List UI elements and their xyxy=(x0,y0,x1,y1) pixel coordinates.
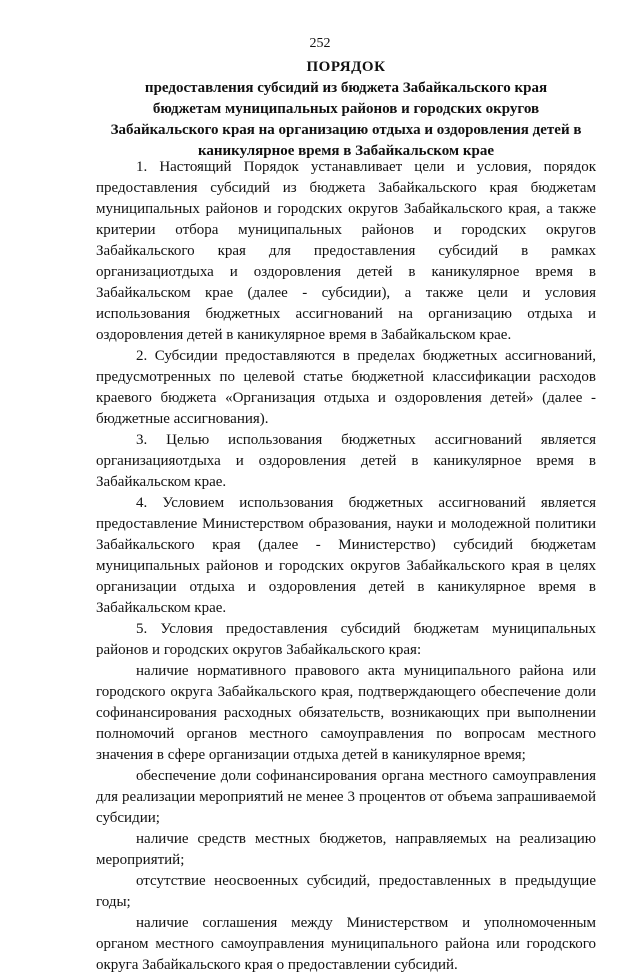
page-number: 252 xyxy=(309,36,331,51)
paragraph-3-goal: 3. Целью использования бюджетных ассигнований является организацияотдыха и оздоровления детей в каникулярное время в Забайкальском крае. xyxy=(96,432,596,490)
document-heading xyxy=(96,57,596,162)
condition-item-no-unused-subsidies: отсутствие неосвоенных субсидий, предоставленных в предыдущие годы; xyxy=(96,873,596,910)
condition-item-cofinancing-share: обеспечение доли софинансирования органа местного самоуправления для реализации мероприятий не менее 3 процентов от объема запрашиваемой субсидии; xyxy=(96,768,596,826)
condition-item-local-funds: наличие средств местных бюджетов, направляемых на реализацию мероприятий; xyxy=(96,831,596,868)
paragraph-5-conditions-intro: 5. Условия предоставления субсидий бюджетам муниципальных районов и городских округов Забайкальского края: xyxy=(96,621,596,658)
document-subtitle-line: Забайкальского края на организацию отдыха и оздоровления детей в xyxy=(110,122,582,138)
document-subtitle-line: каникулярное время в Забайкальском крае xyxy=(197,143,495,159)
paragraph-1-purpose: 1. Настоящий Порядок устанавливает цели и условия, порядок предоставления субсидий из бюджета Забайкальского края бюджетам муниципальных районов и городских округов Забайкальского края, а также критерии отбора муниципальных районов и городских округов Забайкальского края для предоставления субсидий в рамках организациотдыха и оздоровления детей в каникулярное время в Забайкальском крае (далее - субсидии), а также цели и условия использования бюджетных ассигнований на организацию отдыха и оздоровления детей в каникулярное время в Забайкальском крае. xyxy=(96,159,596,343)
condition-item-agreement: наличие соглашения между Министерством и уполномоченным органом местного самоуправления муниципального района или городского округа Забайкальского края о предоставлении субсидий. xyxy=(96,915,596,973)
document-title: ПОРЯДОК xyxy=(306,59,386,75)
paragraph-4-condition: 4. Условием использования бюджетных ассигнований является предоставление Министерством образования, науки и молодежной политики Забайкальского края (далее - Министерство) субсидий бюджетам муниципальных районов и городских округов Забайкальского края в целях организации отдыха и оздоровления детей в каникулярное время в Забайкальском крае. xyxy=(96,495,596,616)
paragraph-2-subsidy-limits: 2. Субсидии предоставляются в пределах бюджетных ассигнований, предусмотренных по целевой статье бюджетной классификации расходов краевого бюджета «Организация отдыха и оздоровления детей» (далее - бюджетные ассигнования). xyxy=(96,348,596,427)
document-subtitle-line: предоставления субсидий из бюджета Забайкальского края xyxy=(144,80,548,96)
document-subtitle-line: бюджетам муниципальных районов и городских округов xyxy=(152,101,540,117)
condition-item-legal-act: наличие нормативного правового акта муниципального района или городского округа Забайкальского края, подтверждающего обеспечение доли софинансирования расходных обязательств, возникающих при выполнении полномочий органов местного самоуправления по вопросам местного значения в сфере организации отдыха детей в каникулярное время; xyxy=(96,663,596,763)
document-body xyxy=(96,157,596,976)
